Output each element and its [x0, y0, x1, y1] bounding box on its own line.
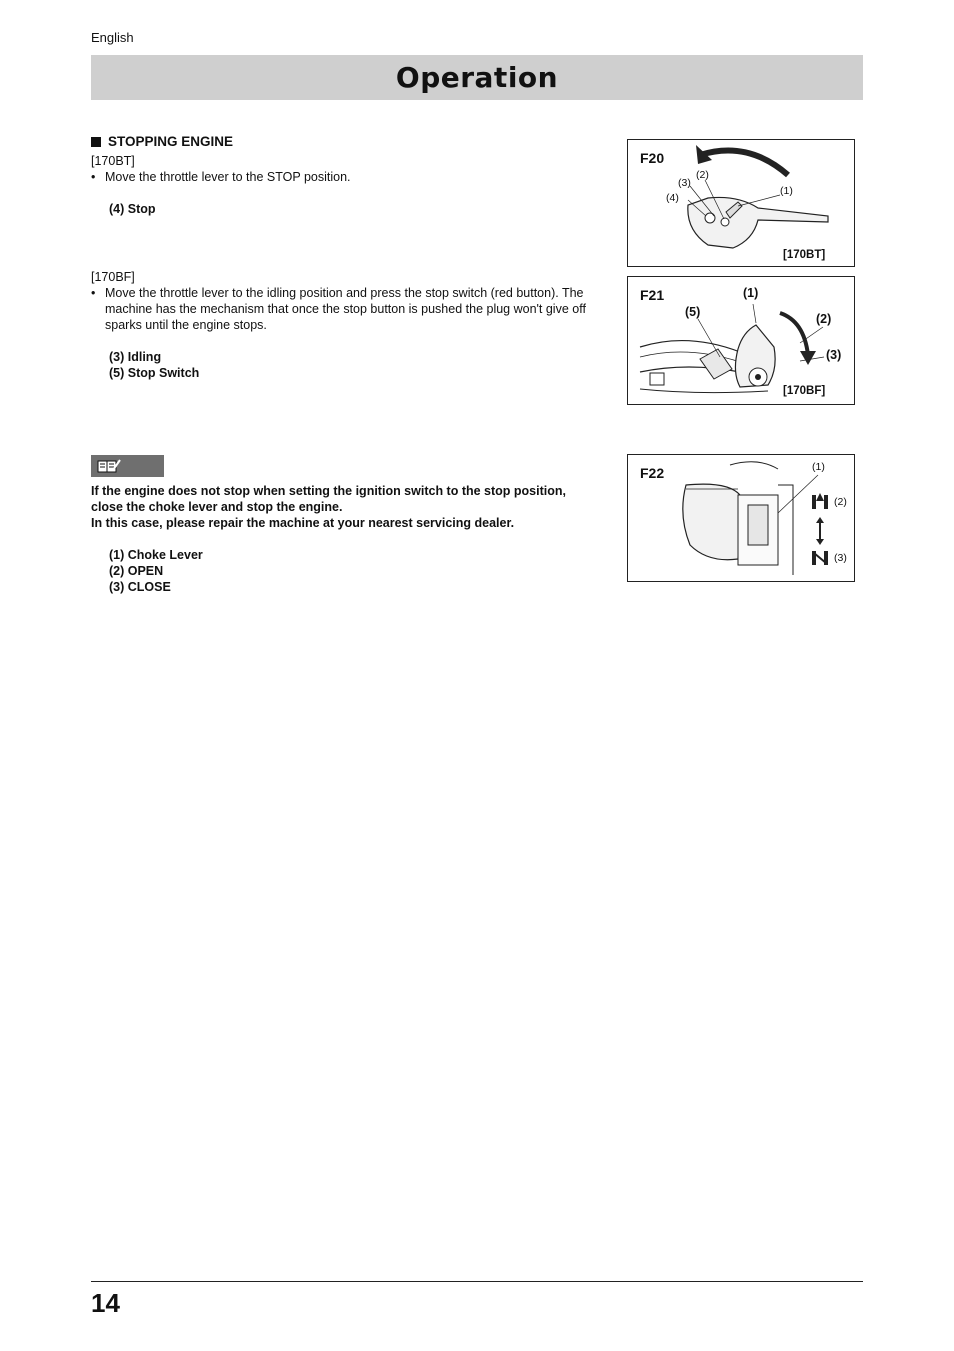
section-heading	[91, 134, 233, 149]
page-number: 14	[91, 1288, 120, 1318]
footer-divider	[91, 1281, 863, 1282]
f20-model-tag: [170BT]	[783, 249, 826, 261]
figure-f20-label: F20	[640, 150, 665, 166]
bf-legend-idling: (3) Idling	[109, 350, 162, 364]
f21-callout-1: (1)	[743, 286, 759, 300]
note-legend-open: (2) OPEN	[109, 564, 164, 578]
bullet-dot: •	[91, 286, 96, 300]
f22-callout-1: (1)	[812, 461, 825, 473]
bf-instruction	[91, 285, 586, 333]
figure-f22	[627, 454, 855, 582]
figure-f22-label: F22	[640, 465, 665, 481]
figure-f20	[627, 139, 855, 267]
bt-instruction	[91, 169, 591, 185]
f22-callout-2: (2)	[834, 496, 847, 508]
language-label: English	[91, 30, 134, 45]
f20-callout-4: (4)	[666, 192, 679, 204]
figure-f21-label: F21	[640, 287, 665, 303]
note-text-2: In this case, please repair the machine at your nearest servicing dealer.	[91, 516, 515, 530]
f21-callout-2: (2)	[816, 312, 832, 326]
bf-instruction-text: Move the throttle lever to the idling position and press the stop switch (red button). The machine has the mechanism that once the stop button is pushed the plug won't give off sparks until the engine stops.	[105, 286, 586, 332]
f20-callout-3: (3)	[678, 177, 691, 189]
bt-instruction-text: Move the throttle lever to the STOP position.	[105, 170, 351, 184]
figure-f21	[627, 276, 855, 405]
note-legend-close: (3) CLOSE	[109, 580, 171, 594]
f20-callout-1: (1)	[780, 185, 793, 197]
bf-legend-stop-switch: (5) Stop Switch	[109, 366, 200, 380]
bt-model-label: [170BT]	[91, 154, 135, 168]
square-bullet-icon	[91, 137, 101, 147]
note-text-1: If the engine does not stop when setting the ignition switch to the stop position, close the choke lever and stop the engine.	[91, 484, 566, 514]
note-badge	[91, 455, 164, 477]
bf-model-label: [170BF]	[91, 270, 135, 284]
bt-legend-stop: (4) Stop	[109, 202, 156, 216]
bullet-dot: •	[91, 170, 96, 184]
f20-callout-2: (2)	[696, 169, 709, 181]
f21-callout-3: (3)	[826, 348, 842, 362]
note-legend-choke: (1) Choke Lever	[109, 548, 203, 562]
book-pencil-icon	[97, 458, 121, 474]
title-bar	[91, 55, 863, 100]
section-heading-text: STOPPING ENGINE	[108, 134, 234, 149]
page-title: Operation	[395, 61, 559, 94]
f21-model-tag: [170BF]	[783, 385, 826, 397]
f22-callout-3: (3)	[834, 552, 847, 564]
f21-callout-5: (5)	[685, 305, 701, 319]
